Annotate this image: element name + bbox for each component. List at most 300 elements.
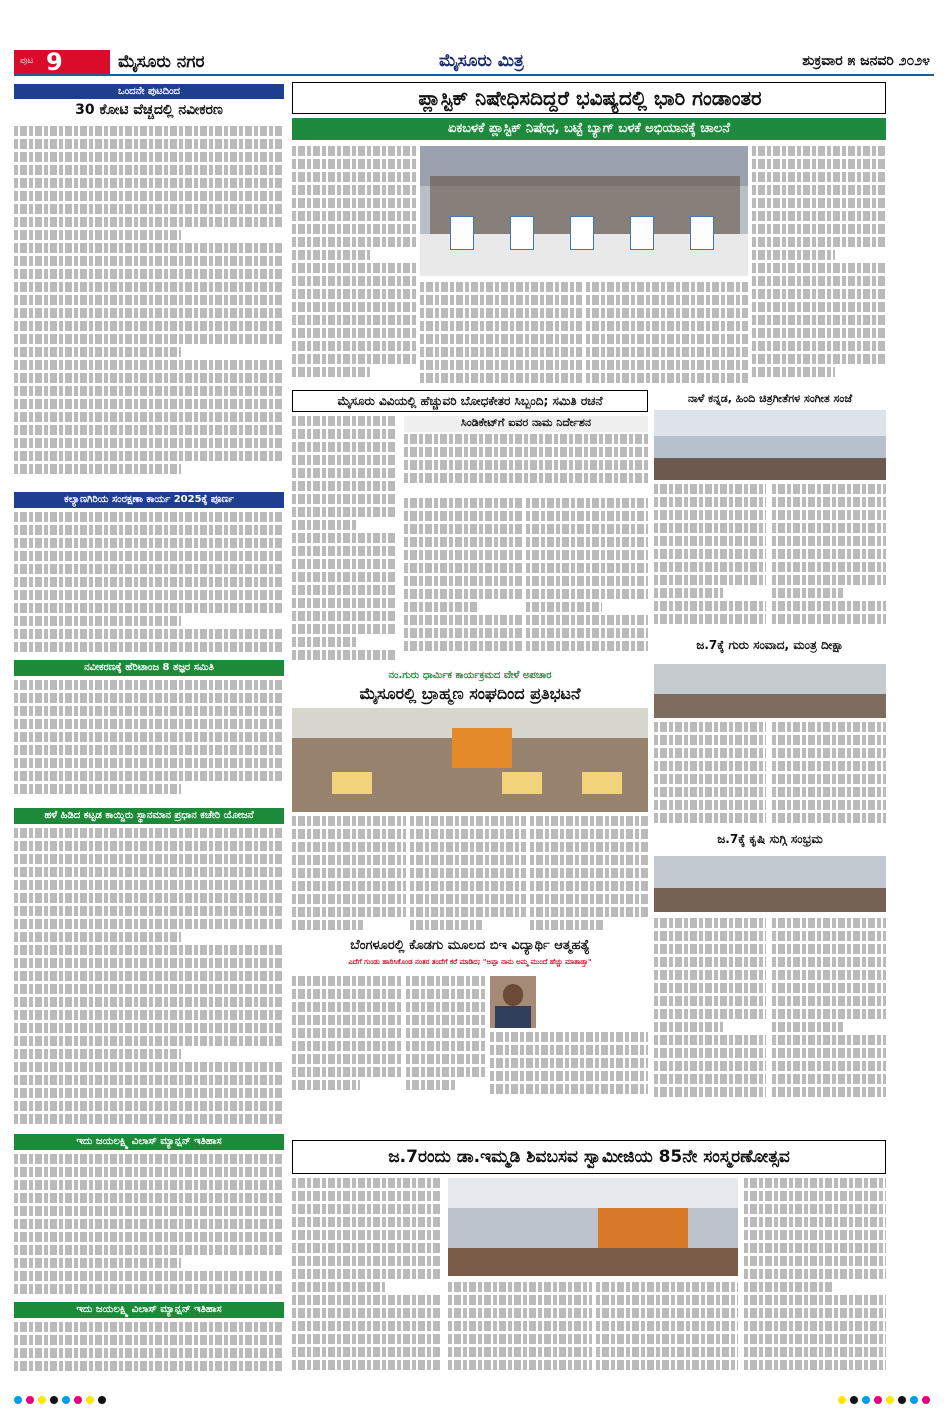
text-line [448,1321,592,1331]
text-line [14,854,284,864]
registration-dot [14,1396,22,1404]
text-line [14,1219,284,1229]
text-line [404,628,522,638]
text-line [404,473,648,483]
text-line [744,1230,886,1240]
text-line [404,524,522,534]
text-line [586,282,748,292]
text-line [772,918,886,928]
text-line [14,680,284,690]
text-line [14,425,284,435]
text-line [14,841,284,851]
text-line [292,1360,442,1370]
text-line [292,159,418,169]
text-line [530,894,648,904]
text-line [292,429,396,439]
text-line [292,520,356,530]
registration-dot [850,1396,858,1404]
text-line [292,146,418,156]
text-line [654,800,766,810]
text-line [654,761,766,771]
text-line [744,1347,886,1357]
registration-dot [74,1396,82,1404]
text-line [654,497,766,507]
text-line [752,250,835,260]
text-line [292,1067,402,1077]
text-line [772,774,886,784]
text-line [410,907,526,917]
text-line [448,1295,592,1305]
text-line [772,523,886,533]
text-line [14,958,284,968]
lead-body-left [292,146,418,386]
text-line [654,787,766,797]
text-line [654,614,766,624]
text-line [752,185,886,195]
text-line [14,880,284,890]
text-line [292,546,396,556]
left-body-4 [14,828,284,1134]
text-line [14,412,284,422]
text-line [410,816,526,826]
text-line [406,1067,486,1077]
text-line [744,1243,886,1253]
text-line [654,722,766,732]
text-line [14,1206,284,1216]
text-line [14,693,284,703]
text-line [292,1204,442,1214]
text-line [772,931,886,941]
text-line [14,295,284,305]
text-line [420,321,582,331]
text-line [14,984,284,994]
text-line [292,1321,442,1331]
left-band-6: ಇದು ಜಯಲಕ್ಷ್ಮಿ ವಿಲಾಸ್ ಮ್ಯಾನ್ಷನ್ ಇತಿಹಾಸ [14,1302,284,1318]
registration-dot [910,1396,918,1404]
story3-col1 [292,816,406,934]
text-line [490,1084,648,1094]
right-story3-headline: ಜ.7ಕ್ಕೆ ಕೃಷಿ ಸುಗ್ಗಿ ಸಂಭ್ರಮ [717,832,823,846]
print-registration-marks [14,1396,934,1406]
text-line [752,146,886,156]
text-line [654,510,766,520]
text-line [292,507,396,517]
text-line [654,918,766,928]
text-line [752,276,886,286]
text-line [404,434,648,444]
story3-headline: ಮೈಸೂರಲ್ಲಿ ಬ್ರಾಹ್ಮಣ ಸಂಘದಿಂದ ಪ್ರತಿಭಟನೆ [359,684,581,703]
issue-date: ಶುಕ್ರವಾರ ೫ ಜನವರಿ ೨೦೨೪ [802,53,930,69]
text-line [14,745,284,755]
text-line [654,588,723,598]
text-line [292,1191,442,1201]
text-line [292,650,396,660]
left-body-1 [14,126,284,486]
text-line [14,1348,284,1358]
text-line [14,629,284,639]
story2-col2 [404,498,522,666]
text-line [744,1295,886,1305]
text-line [410,855,526,865]
text-line [14,360,284,370]
text-line [752,328,886,338]
text-line [292,1080,360,1090]
text-line [404,498,522,508]
left-band-3: ನವೀಕರಣಕ್ಕೆ ಹೆರಿಟಾಂಜ 8 ತಜ್ಞರ ಸಮಿತಿ [14,660,284,676]
swamiji-photo [448,1178,738,1276]
lead-photo [420,146,748,276]
text-line [596,1295,738,1305]
text-line [14,758,284,768]
text-line [14,1114,284,1124]
text-line [292,1041,402,1051]
continued-band: ಒಂದನೇ ಪುಟದಿಂದ [14,84,284,99]
text-line [596,1360,738,1370]
text-line [772,1035,886,1045]
text-line [14,771,284,781]
text-line [420,347,582,357]
text-line [744,1256,886,1266]
text-line [772,735,886,745]
text-line [14,1322,284,1332]
left-column [14,84,284,1376]
text-line [410,881,526,891]
registration-dot [38,1396,46,1404]
krishi-photo [654,856,886,912]
text-line [772,588,843,598]
story4-kicker: ಎದೆಗೆ ಗುಂಡು ಹಾರಿಸಿಕೊಂಡ ನಂತರ ತಂದೆಗೆ ಕರೆ ಮಾಡಿದ; "ಅಪ್ಪಾ ನಾನು ಅಮ್ಮ ಮುಂದೆ ಹೆಚ್ಚು ಮಾತಾಡ್ತಾ" [348,958,592,966]
text-line [292,172,418,182]
text-line [14,997,284,1007]
page-word: ಪುಟ [20,56,34,66]
text-line [772,497,886,507]
text-line [14,230,181,240]
text-line [596,1282,738,1292]
text-line [292,1028,402,1038]
text-line [654,1022,723,1032]
text-line [292,1217,442,1227]
text-line [654,575,766,585]
text-line [772,562,886,572]
text-line [586,360,748,370]
text-line [586,334,748,344]
right-story1-col2 [772,484,886,632]
text-line [292,1282,385,1292]
text-line [772,510,886,520]
text-line [404,641,522,651]
text-line [530,842,648,852]
text-line [292,611,396,621]
text-line [292,1230,442,1240]
text-line [14,1245,284,1255]
registration-dot [874,1396,882,1404]
text-line [744,1282,832,1292]
text-line [526,589,648,599]
text-line [404,589,522,599]
text-line [420,308,582,318]
text-line [404,447,648,457]
right-story1-headline: ನಾಳೆ ಕನ್ನಡ, ಹಿಂದಿ ಚಿತ್ರಗೀತೆಗಳ ಸಂಗೀತ ಸಂಜೆ [687,392,853,405]
registration-dot [26,1396,34,1404]
story4-col2 [406,976,486,1102]
text-line [14,334,284,344]
text-line [526,641,648,651]
text-line [744,1308,886,1318]
text-line [448,1308,592,1318]
text-line [406,1054,486,1064]
text-line [526,537,648,547]
text-line [14,282,284,292]
text-line [292,185,418,195]
text-line [406,1041,486,1051]
text-line [14,269,284,279]
right-story2-headline: ಜ.7ಕ್ಕೆ ಗುರು ಸಂವಾದ, ಮಂತ್ರ ದೀಕ್ಷಾ [696,638,844,652]
text-line [292,494,396,504]
left-band-2: ಕಲ್ಯಾಣಗಿರಿಯ ಸಂರಕ್ಷಣಾ ಕಾರ್ಯ 2025ಕ್ಕೆ ಪೂರ್ಣ [14,492,284,508]
left-body-2 [14,512,284,658]
text-line [772,748,886,758]
text-line [292,1334,442,1344]
text-line [772,983,886,993]
right-story2-col2 [772,722,886,826]
text-line [14,399,284,409]
text-line [772,800,886,810]
text-line [14,616,181,626]
text-line [526,563,648,573]
text-line [772,549,886,559]
text-line [292,976,402,986]
text-line [526,524,648,534]
left-body-6 [14,1322,284,1376]
text-line [420,295,582,305]
text-line [292,263,418,273]
text-line [526,576,648,586]
text-line [292,354,418,364]
text-line [406,1002,486,1012]
text-line [530,920,603,930]
text-line [772,614,886,624]
lead-body-mid1 [420,282,582,386]
text-line [772,944,886,954]
left-body-3 [14,680,284,808]
registration-dot [50,1396,58,1404]
text-line [404,563,522,573]
text-line [772,761,886,771]
text-line [744,1334,886,1344]
text-line [772,1087,886,1097]
text-line [292,198,418,208]
text-line [654,1087,766,1097]
text-line [530,829,648,839]
page-header [14,50,934,76]
text-line [292,907,406,917]
text-line [14,512,284,522]
text-line [752,159,886,169]
text-line [654,774,766,784]
text-line [292,989,402,999]
text-line [404,602,477,612]
text-line [14,867,284,877]
text-line [14,1062,284,1072]
right-story1-col1 [654,484,766,632]
text-line [744,1191,886,1201]
text-line [14,178,284,188]
text-line [292,1054,402,1064]
text-line [772,787,886,797]
text-line [752,315,886,325]
text-line [526,511,648,521]
text-line [654,931,766,941]
text-line [292,1347,442,1357]
text-line [654,1009,766,1019]
text-line [14,551,284,561]
text-line [526,602,602,612]
text-line [410,829,526,839]
text-line [752,211,886,221]
text-line [292,1002,402,1012]
text-line [420,282,582,292]
text-line [292,868,406,878]
text-line [292,1243,442,1253]
text-line [292,637,356,647]
right-story2-col1 [654,722,766,826]
text-line [654,813,766,823]
text-line [752,172,886,182]
story5-col3 [596,1282,738,1384]
text-line [14,1232,284,1242]
story5-col1 [292,1178,442,1384]
text-line [744,1321,886,1331]
text-line [752,367,835,377]
text-line [14,1180,284,1190]
section-title: ಮೈಸೂರು ನಗರ [118,52,205,72]
registration-dot [886,1396,894,1404]
guru-photo [654,664,886,718]
text-line [292,1015,402,1025]
text-line [292,559,396,569]
text-line [14,1284,284,1294]
text-line [14,438,284,448]
registration-dot [862,1396,870,1404]
story4-col1 [292,976,402,1102]
text-line [14,1258,181,1268]
text-line [292,237,418,247]
text-line [530,907,648,917]
story5-headline: ಜ.7ರಂದು ಡಾ.ಇಮ್ಮಡಿ ಶಿವಬಸವ ಸ್ವಾಮೀಜಿಯ 85ನೇ ಸಂಸ್ಮರಣೋತ್ಸವ [292,1140,886,1174]
music-photo [654,410,886,480]
registration-dot [86,1396,94,1404]
text-line [654,601,766,611]
story2-col3 [526,498,648,666]
text-line [406,989,486,999]
text-line [406,1015,486,1025]
text-line [772,484,886,494]
text-line [654,748,766,758]
text-line [448,1282,592,1292]
text-line [292,855,406,865]
text-line [14,451,284,461]
text-line [772,1009,886,1019]
text-line [526,498,648,508]
text-line [14,1361,284,1371]
text-line [292,585,396,595]
text-line [586,295,748,305]
lead-headline: ಪ್ಲಾಸ್ಟಿಕ್ ನಿಷೇಧಿಸದಿದ್ದರೆ ಭವಿಷ್ಯದಲ್ಲಿ ಭಾರಿ ಗಂಡಾಂತರ [418,86,762,110]
text-line [596,1308,738,1318]
text-line [14,126,284,136]
text-line [292,315,418,325]
text-line [14,386,284,396]
text-line [752,302,886,312]
text-line [292,341,418,351]
story5-col2 [448,1282,592,1384]
text-line [292,1256,442,1266]
lead-banner [292,82,886,114]
story4-headline: ಬೆಂಗಳೂರಲ್ಲಿ ಕೊಡಗು ಮೂಲದ ಬಿಇ ವಿದ್ಯಾರ್ಥಿ ಆತ್ಮಹತ್ಯೆ [350,938,590,953]
text-line [404,460,648,470]
text-line [14,577,284,587]
text-line [772,813,886,823]
page-number-tag [14,50,110,74]
text-line [530,816,648,826]
text-line [14,538,284,548]
text-line [292,224,418,234]
story2-body [292,416,396,666]
text-line [14,564,284,574]
registration-dot [98,1396,106,1404]
text-line [654,536,766,546]
text-line [410,842,526,852]
text-line [586,321,748,331]
text-line [744,1269,886,1279]
text-line [744,1360,886,1370]
left-band-5: ಇದು ಜಯಲಕ್ಷ್ಮಿ ವಿಲಾಸ್ ಮ್ಯಾನ್ಷನ್ ಇತಿಹಾಸ [14,1134,284,1150]
text-line [292,572,396,582]
text-line [654,549,766,559]
text-line [14,1075,284,1085]
text-line [292,1269,442,1279]
story3-kicker: ನಂ.ಗುರು ಧಾರ್ಮಿಕ ಕಾರ್ಯಕ್ರಮದ ವೇಳೆ ಅಪಚಾರ [388,670,552,681]
text-line [586,373,748,383]
text-line [772,1022,843,1032]
text-line [654,944,766,954]
paper-name: ಮೈಸೂರು ಮಿತ್ರ [439,51,524,71]
text-line [292,920,363,930]
text-line [490,1045,648,1055]
protest-photo [292,708,648,812]
text-line [14,1101,284,1111]
text-line [772,1074,886,1084]
text-line [292,598,396,608]
text-line [526,615,648,625]
text-line [744,1178,886,1188]
text-line [14,308,284,318]
text-line [772,575,886,585]
text-line [772,722,886,732]
text-line [292,481,396,491]
text-line [772,957,886,967]
text-line [14,719,284,729]
text-line [404,550,522,560]
text-line [292,1308,442,1318]
text-line [772,601,886,611]
text-line [14,642,284,652]
text-line [292,829,406,839]
story3-col3 [530,816,648,934]
text-line [752,224,886,234]
page-number: 9 [46,48,63,76]
text-line [14,1193,284,1203]
